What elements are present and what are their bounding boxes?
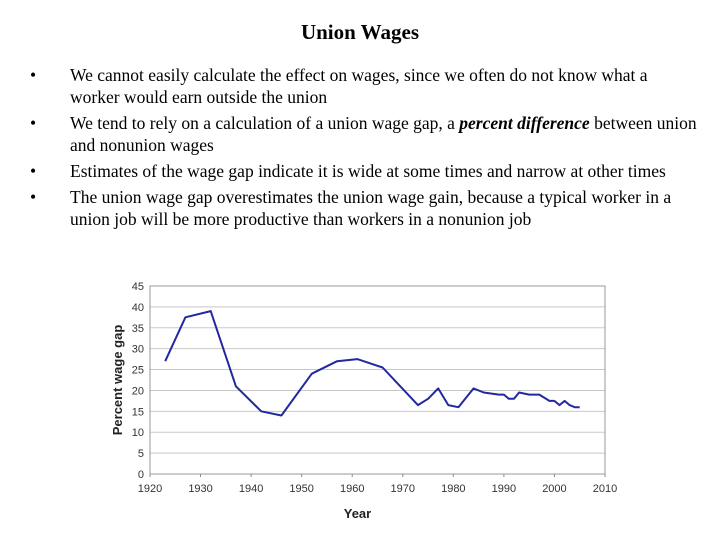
y-tick-label: 40 (131, 301, 144, 314)
plot-frame (150, 286, 605, 474)
bullet-item (28, 160, 698, 182)
bullet-item (28, 112, 698, 156)
bullet-item (28, 64, 698, 108)
x-axis-title: Year (343, 506, 372, 521)
y-tick-label: 10 (131, 427, 144, 440)
wage-gap-line (165, 311, 580, 415)
wage-gap-chart (108, 270, 628, 525)
x-tick-label: 1990 (491, 483, 517, 495)
x-tick-label: 1960 (339, 483, 365, 495)
bullet-marker: • (30, 161, 37, 181)
x-tick-label: 1970 (390, 483, 416, 495)
y-tick-label: 0 (137, 469, 144, 481)
y-tick-label: 5 (137, 448, 144, 461)
x-tick-label: 1920 (137, 483, 163, 495)
x-tick-label: 2010 (592, 483, 618, 495)
y-tick-label: 35 (131, 322, 144, 335)
slide-title: Union Wages (300, 20, 420, 44)
x-tick-label: 1950 (289, 483, 314, 495)
bullet-emphasis: percent difference (459, 113, 590, 133)
bullet-text: Estimates of the wage gap indicate it is wide at some times and narrow at other times (70, 161, 666, 181)
bullet-marker: • (30, 65, 37, 85)
y-tick-label: 25 (131, 364, 144, 377)
bullet-text-start: We tend to rely on a calculation of a union wage gap, a (70, 113, 460, 133)
bullet-marker: • (30, 187, 37, 207)
x-tick-label: 1930 (188, 483, 213, 495)
x-tick-label: 2000 (542, 483, 567, 495)
y-tick-label: 20 (131, 385, 144, 398)
x-tick-label: 1980 (441, 483, 466, 495)
bullet-item (28, 186, 698, 230)
y-tick-label: 15 (131, 406, 144, 419)
bullet-list (28, 64, 698, 234)
bullet-text-end: between union and nonunion wages (70, 113, 697, 155)
y-tick-label: 45 (131, 281, 144, 293)
bullet-marker: • (30, 113, 37, 133)
bullet-text: The union wage gap overestimates the union wage gain, because a typical worker in a union job will be more productive than workers in a nonunion job (70, 187, 672, 229)
bullet-text: We cannot easily calculate the effect on wages, since we often do not know what a worker would earn outside the union (70, 65, 648, 107)
y-tick-label: 30 (131, 343, 144, 356)
x-tick-label: 1940 (238, 483, 264, 495)
y-axis-title: Percent wage gap (110, 324, 125, 436)
